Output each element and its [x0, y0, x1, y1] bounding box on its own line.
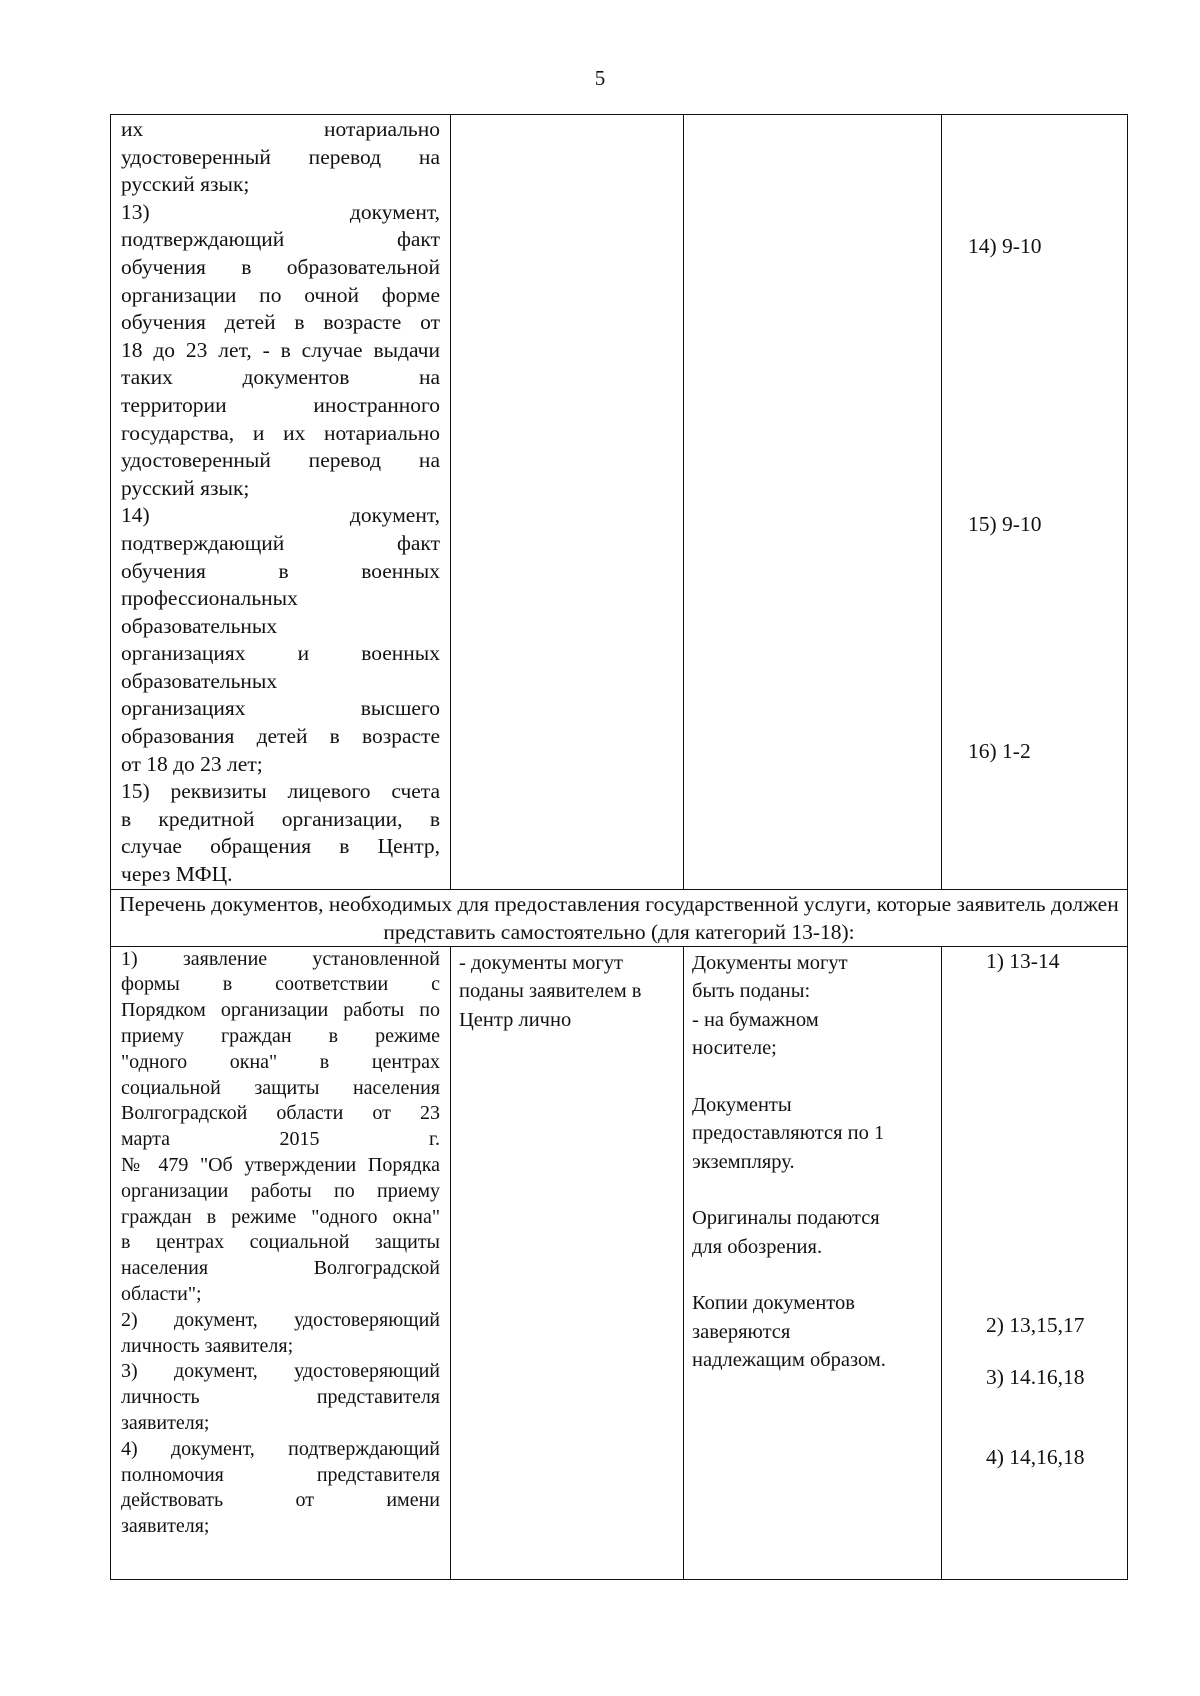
doc-line: подтверждающий факт: [121, 530, 440, 555]
doc-line: полномочия представителя: [121, 1463, 440, 1486]
doc-line: обучения в образовательной: [121, 254, 440, 279]
doc-line: заявителя;: [121, 1411, 210, 1434]
doc-line: 14) документ,: [121, 503, 440, 528]
submission-method-cell: [451, 946, 684, 1579]
doc-line: 1) заявление установленной: [121, 947, 440, 970]
doc-line: профессиональных: [121, 586, 298, 611]
doc-line: организации работы по приему: [121, 1179, 440, 1202]
doc-line: русский язык;: [121, 172, 250, 197]
doc-line: личность представителя: [121, 1386, 440, 1409]
category-ref: 4) 14,16,18: [986, 1444, 1085, 1469]
category-ref: 3) 14.16,18: [986, 1364, 1085, 1389]
doc-line: в центрах социальной защиты: [121, 1231, 440, 1254]
doc-line: 15) реквизиты лицевого счета: [121, 779, 440, 804]
doc-line: удостоверенный перевод на: [121, 144, 440, 169]
format-line: Оригиналы подаются: [692, 1207, 880, 1230]
doc-line: организациях и военных: [121, 641, 440, 666]
doc-line: 3) документ, удостоверяющий: [121, 1360, 440, 1383]
submission-method-cell: [451, 115, 684, 890]
category-cell: [942, 115, 1128, 890]
doc-line: 18 до 23 лет, - в случае выдачи: [121, 337, 440, 362]
table-row-documents: [111, 946, 1128, 1579]
doc-line: марта 2015 г.: [121, 1128, 440, 1151]
format-line: для обозрения.: [692, 1235, 823, 1258]
doc-line: подтверждающий факт: [121, 227, 440, 252]
format-line: быть поданы:: [692, 980, 811, 1003]
section-heading: Перечень документов, необходимых для предоставления государственной услуги, которые заявитель должен представить самостоятельно (для категорий 13-18):: [111, 889, 1128, 946]
category-cell: [942, 946, 1128, 1579]
format-line: - на бумажном: [692, 1008, 819, 1031]
doc-line: организациях высшего: [121, 696, 440, 721]
format-line: заверяются: [692, 1320, 791, 1343]
category-ref: 2) 13,15,17: [986, 1312, 1085, 1337]
doc-line: действовать от имени: [121, 1489, 440, 1512]
doc-line: через МФЦ.: [121, 862, 233, 887]
format-line: надлежащим образом.: [692, 1349, 886, 1372]
category-ref: 14) 9-10: [968, 234, 1042, 258]
doc-line: приему граждан в режиме: [121, 1025, 440, 1048]
doc-line: населения Волгоградской: [121, 1257, 440, 1280]
doc-line: русский язык;: [121, 475, 250, 500]
doc-line: 2) документ, удостоверяющий: [121, 1308, 440, 1331]
doc-line: социальной защиты населения: [121, 1076, 440, 1099]
doc-line: образования детей в возрасте: [121, 724, 440, 749]
doc-line: Порядком организации работы по: [121, 999, 440, 1022]
doc-line: обучения в военных: [121, 558, 440, 583]
format-line: предоставляются по 1: [692, 1122, 885, 1145]
method-line: - документы могут: [459, 951, 624, 974]
doc-line: случае обращения в Центр,: [121, 834, 440, 859]
doc-line: "одного окна" в центрах: [121, 1050, 440, 1073]
doc-line: формы в соответствии с: [121, 973, 440, 996]
doc-line: государства, и их нотариально: [121, 420, 440, 445]
method-line: поданы заявителем в: [459, 980, 642, 1003]
doc-line: Волгоградской области от 23: [121, 1102, 440, 1125]
category-ref: 16) 1-2: [968, 739, 1031, 763]
format-line: Документы могут: [692, 951, 848, 974]
category-ref: 15) 9-10: [968, 512, 1042, 536]
doc-line: заявителя;: [121, 1515, 210, 1538]
doc-line: граждан в режиме "одного окна": [121, 1205, 440, 1228]
submission-format-cell: [684, 115, 942, 890]
doc-line: таких документов на: [121, 365, 440, 390]
doc-line: обучения детей в возрасте от: [121, 310, 440, 335]
table-row-continuation: [111, 115, 1128, 890]
doc-line: удостоверенный перевод на: [121, 448, 440, 473]
doc-line: области";: [121, 1282, 202, 1305]
format-line: экземпляру.: [692, 1150, 795, 1173]
format-line: Копии документов: [692, 1292, 855, 1315]
format-line: Документы: [692, 1093, 792, 1116]
table-section-header: [111, 889, 1128, 946]
doc-line: их нотариально: [121, 117, 440, 141]
submission-format-cell: [684, 946, 942, 1579]
page-number: 5: [594, 66, 606, 90]
doc-line: от 18 до 23 лет;: [121, 751, 263, 776]
doc-line: образовательных: [121, 668, 278, 693]
doc-line: организации по очной форме: [121, 282, 440, 307]
doc-line: 4) документ, подтверждающий: [121, 1437, 440, 1460]
documents-table: [110, 114, 1128, 1580]
method-line: Центр лично: [459, 1008, 572, 1031]
doc-line: в кредитной организации, в: [121, 806, 440, 831]
category-ref: 1) 13-14: [986, 948, 1060, 973]
doc-line: личность заявителя;: [121, 1334, 294, 1357]
format-line: носителе;: [692, 1037, 777, 1060]
documents-list-cell: [111, 946, 451, 1579]
doc-line: № 479 "Об утверждении Порядка: [121, 1154, 440, 1176]
documents-list-cell: [111, 115, 451, 890]
doc-line: образовательных: [121, 613, 278, 638]
doc-line: территории иностранного: [121, 392, 440, 417]
doc-line: 13) документ,: [121, 199, 440, 224]
